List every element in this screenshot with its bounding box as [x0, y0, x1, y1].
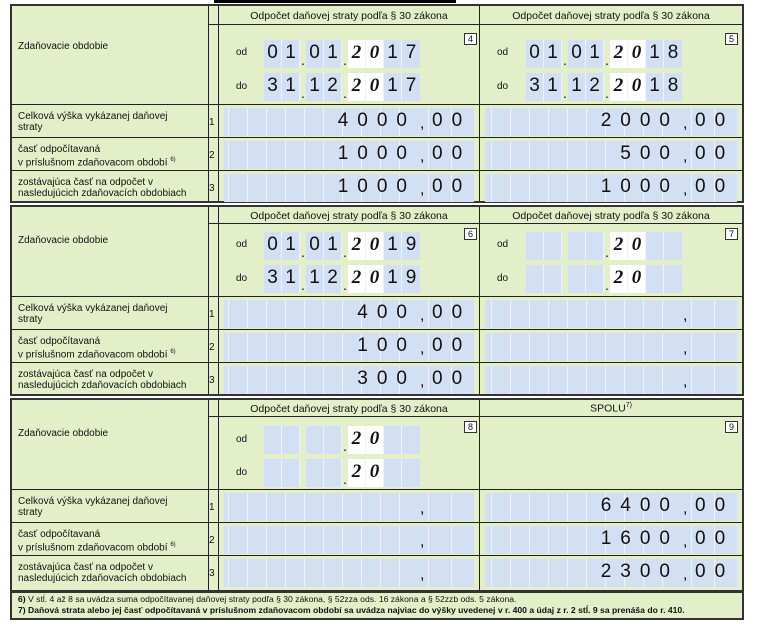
date-digit-cell: 2 [610, 40, 628, 68]
date-digit-cell: 0 [366, 265, 384, 293]
amount-integer: 1000 [600, 176, 679, 197]
date-separator: . [605, 277, 609, 293]
date-separator: . [605, 244, 609, 260]
row-number: 2 [209, 150, 215, 161]
column-header: Odpočet daňovej straty podľa § 30 zákona [250, 10, 448, 22]
period-label: Zdaňovacie obdobie [18, 41, 109, 52]
date-digit-cell [586, 265, 604, 293]
date-digit-cell [306, 459, 324, 487]
date-separator: . [301, 52, 305, 68]
loss-label-line1: Celková výška vykázanej daňovej [18, 496, 168, 507]
date-digit-cell: 0 [264, 232, 282, 260]
date-separator: . [605, 85, 609, 101]
loss-label-line2: straty [18, 507, 43, 518]
decimal-comma: , [420, 340, 425, 357]
date-digit-cell [664, 265, 682, 293]
date-digit-cell: 2 [348, 232, 366, 260]
section-periods-2017-2018 [10, 4, 744, 203]
date-digit-cell [264, 459, 282, 487]
date-separator: . [563, 85, 567, 101]
amount-box [224, 108, 474, 136]
amount-integer: 4000 [337, 110, 416, 131]
date-digit-cell [646, 265, 664, 293]
amount-decimal: 00 [695, 528, 735, 549]
deduct-label-line1: časť odpočítavaná [18, 144, 101, 155]
amount-decimal: 00 [432, 335, 472, 356]
decimal-comma: , [683, 148, 688, 165]
date-digit-cell: 1 [646, 40, 664, 68]
to-label: do [497, 81, 509, 92]
date-digit-cell [384, 459, 402, 487]
column-number: 4 [464, 33, 477, 45]
date-digit-cell: 8 [664, 40, 682, 68]
column-number: 7 [725, 228, 738, 240]
date-digit-cell [324, 426, 342, 454]
date-separator: . [343, 244, 347, 260]
amount-integer: 100 [357, 335, 416, 356]
amount-box [224, 333, 474, 361]
column-number: 8 [464, 421, 477, 433]
amount-box [485, 108, 737, 136]
date-digit-cell: 0 [628, 40, 646, 68]
date-digit-cell: 9 [402, 232, 420, 260]
column-header: Odpočet daňovej straty podľa § 30 zákona [512, 10, 710, 22]
date-digit-cell: 0 [628, 232, 646, 260]
date-separator: . [301, 244, 305, 260]
date-digit-cell: 0 [366, 40, 384, 68]
amount-box [485, 300, 737, 328]
date-digit-cell [664, 232, 682, 260]
deduct-label-line2: v príslušnom zdaňovacom období $^{6)}$ [18, 349, 176, 361]
date-digit-cell: 2 [610, 73, 628, 101]
date-digit-cell: 1 [544, 40, 562, 68]
date-digit-cell: 0 [526, 40, 544, 68]
date-separator: . [343, 85, 347, 101]
date-digit-cell [384, 426, 402, 454]
date-digit-cell: 2 [324, 265, 342, 293]
decimal-comma: , [420, 181, 425, 198]
column-number: 9 [725, 421, 738, 433]
period-label: Zdaňovacie obdobie [18, 235, 109, 246]
amount-decimal: 00 [432, 176, 472, 197]
date-digit-cell: 1 [282, 73, 300, 101]
deduct-label-line1: časť odpočítavaná [18, 529, 101, 540]
date-digit-cell [568, 232, 586, 260]
date-digit-cell: 1 [384, 232, 402, 260]
date-digit-cell [306, 426, 324, 454]
deduct-label-line2: v príslušnom zdaňovacom období $^{6)}$ [18, 157, 176, 169]
footnotes [10, 592, 744, 620]
date-separator: . [605, 52, 609, 68]
date-digit-cell: 1 [324, 40, 342, 68]
date-digit-cell: 2 [348, 40, 366, 68]
date-digit-cell: 1 [282, 40, 300, 68]
decimal-comma: , [420, 566, 425, 583]
deduct-label-line2: v príslušnom zdaňovacom období $^{6)}$ [18, 542, 176, 554]
amount-integer: 2300 [600, 561, 679, 582]
date-digit-cell [568, 265, 586, 293]
decimal-comma: , [420, 500, 425, 517]
to-label: do [497, 273, 509, 284]
from-label: od [236, 239, 248, 250]
date-digit-cell: 1 [306, 73, 324, 101]
decimal-comma: , [683, 373, 688, 390]
row-number: 3 [209, 568, 215, 579]
amount-box [224, 366, 474, 394]
row-number: 3 [209, 375, 215, 386]
decimal-comma: , [683, 500, 688, 517]
date-digit-cell: 1 [568, 73, 586, 101]
date-digit-cell: 0 [628, 265, 646, 293]
row-number: 2 [209, 535, 215, 546]
from-label: od [236, 47, 248, 58]
decimal-comma: , [420, 148, 425, 165]
amount-box [224, 559, 474, 587]
amount-decimal: 00 [695, 176, 735, 197]
amount-integer: 6400 [600, 495, 679, 516]
decimal-comma: , [683, 181, 688, 198]
period-label: Zdaňovacie obdobie [18, 428, 109, 439]
date-digit-cell [264, 426, 282, 454]
section-period-8-total [10, 398, 744, 592]
amount-box [224, 174, 474, 202]
date-digit-cell: 1 [306, 265, 324, 293]
date-digit-cell: 2 [324, 73, 342, 101]
date-digit-cell [282, 459, 300, 487]
loss-label-line1: Celková výška vykázanej daňovej [18, 303, 168, 314]
amount-integer: 1000 [337, 176, 416, 197]
date-digit-cell [544, 232, 562, 260]
column-number: 5 [725, 33, 738, 45]
date-digit-cell: 1 [384, 265, 402, 293]
to-label: do [236, 273, 248, 284]
date-digit-cell: 7 [402, 40, 420, 68]
date-digit-cell [282, 426, 300, 454]
date-digit-cell: 1 [646, 73, 664, 101]
date-separator: . [343, 438, 347, 454]
date-digit-cell: 1 [324, 232, 342, 260]
date-digit-cell: 1 [282, 232, 300, 260]
amount-decimal: 00 [695, 561, 735, 582]
date-digit-cell: 9 [402, 265, 420, 293]
date-digit-cell: 1 [384, 40, 402, 68]
section-periods-2019 [10, 205, 744, 396]
to-label: do [236, 467, 248, 478]
date-digit-cell [526, 232, 544, 260]
amount-decimal: 00 [432, 368, 472, 389]
amount-integer: 2000 [600, 110, 679, 131]
amount-box [485, 559, 737, 587]
date-digit-cell: 2 [348, 426, 366, 454]
decimal-comma: , [420, 533, 425, 550]
row-number: 2 [209, 342, 215, 353]
amount-integer: 1000 [337, 143, 416, 164]
date-digit-cell [544, 265, 562, 293]
remain-label-line1: zostávajúca časť na odpočet v [18, 177, 153, 188]
amount-box [485, 493, 737, 521]
date-digit-cell: 2 [610, 232, 628, 260]
date-digit-cell: 0 [366, 459, 384, 487]
date-digit-cell [586, 232, 604, 260]
decimal-comma: , [420, 307, 425, 324]
row-number: 3 [209, 183, 215, 194]
decimal-comma: , [683, 115, 688, 132]
date-digit-cell: 0 [264, 40, 282, 68]
remain-label-line1: zostávajúca časť na odpočet v [18, 369, 153, 380]
column-header: Odpočet daňovej straty podľa § 30 zákona [250, 403, 448, 415]
deduct-label-line1: časť odpočítavaná [18, 336, 101, 347]
amount-box [485, 526, 737, 554]
from-label: od [497, 239, 509, 250]
date-separator: . [563, 52, 567, 68]
remain-label-line2: nasledujúcich zdaňovacích obdobiach [18, 380, 187, 391]
date-digit-cell: 0 [568, 40, 586, 68]
date-separator: . [343, 52, 347, 68]
decimal-comma: , [683, 307, 688, 324]
date-digit-cell: 3 [526, 73, 544, 101]
footnote-7: 7) Daňová strata alebo jej časť odpočítavaná v príslušnom zdaňovacom období sa uvádza najviac do výšky uvedenej v r. 400 a údaj z r. 2 stĺ. 9 sa prenáša do r. 410. [18, 605, 685, 615]
remain-label-line2: nasledujúcich zdaňovacích obdobiach [18, 188, 187, 199]
amount-decimal: 00 [695, 495, 735, 516]
date-digit-cell [526, 265, 544, 293]
decimal-comma: , [683, 533, 688, 550]
from-label: od [497, 47, 509, 58]
date-separator: . [301, 277, 305, 293]
column-header: Odpočet daňovej straty podľa § 30 zákona [512, 210, 710, 222]
loss-label-line1: Celková výška vykázanej daňovej [18, 111, 168, 122]
date-digit-cell: 7 [402, 73, 420, 101]
date-digit-cell: 2 [348, 265, 366, 293]
date-digit-cell: 3 [264, 73, 282, 101]
decimal-comma: , [420, 373, 425, 390]
column-number: 6 [464, 228, 477, 240]
date-digit-cell: 0 [366, 426, 384, 454]
date-digit-cell: 0 [306, 232, 324, 260]
date-digit-cell: 1 [384, 73, 402, 101]
from-label: od [236, 434, 248, 445]
date-digit-cell: 3 [264, 265, 282, 293]
amount-integer: 1600 [600, 528, 679, 549]
date-digit-cell: 0 [628, 73, 646, 101]
remain-label-line1: zostávajúca časť na odpočet v [18, 562, 153, 573]
date-digit-cell: 1 [586, 40, 604, 68]
date-separator: . [301, 85, 305, 101]
amount-box [224, 526, 474, 554]
amount-decimal: 00 [695, 110, 735, 131]
amount-box [485, 141, 737, 169]
date-digit-cell: 1 [282, 265, 300, 293]
date-digit-cell: 2 [586, 73, 604, 101]
row-number: 1 [209, 502, 215, 513]
amount-box [485, 333, 737, 361]
date-digit-cell: 8 [664, 73, 682, 101]
amount-decimal: 00 [432, 110, 472, 131]
date-digit-cell: 2 [610, 265, 628, 293]
header-rule [214, 0, 456, 3]
to-label: do [236, 81, 248, 92]
amount-box [485, 366, 737, 394]
date-digit-cell [646, 232, 664, 260]
amount-decimal: 00 [432, 143, 472, 164]
date-digit-cell: 2 [348, 73, 366, 101]
date-separator: . [343, 471, 347, 487]
amount-integer: 300 [357, 368, 416, 389]
date-digit-cell: 0 [366, 232, 384, 260]
amount-box [224, 300, 474, 328]
total-column-header: SPOLU$^{7)}$ [590, 402, 632, 415]
decimal-comma: , [420, 115, 425, 132]
date-digit-cell: 0 [366, 73, 384, 101]
date-digit-cell: 0 [306, 40, 324, 68]
date-digit-cell: 2 [348, 459, 366, 487]
row-number: 1 [209, 309, 215, 320]
remain-label-line2: nasledujúcich zdaňovacích obdobiach [18, 573, 187, 584]
row-number: 1 [209, 117, 215, 128]
date-digit-cell [402, 459, 420, 487]
loss-label-line2: straty [18, 122, 43, 133]
amount-box [485, 174, 737, 202]
loss-label-line2: straty [18, 314, 43, 325]
footnote-6: 6) V stĺ. 4 až 8 sa uvádza suma odpočítavanej daňovej straty podľa § 30 zákona, § 52zza ods. 16 zákona a § 52zzb ods. 5 zákona. [18, 594, 517, 604]
decimal-comma: , [683, 566, 688, 583]
date-digit-cell: 1 [544, 73, 562, 101]
date-digit-cell [324, 459, 342, 487]
date-digit-cell [402, 426, 420, 454]
amount-decimal: 00 [695, 143, 735, 164]
amount-integer: 400 [357, 302, 416, 323]
column-header: Odpočet daňovej straty podľa § 30 zákona [250, 210, 448, 222]
decimal-comma: , [683, 340, 688, 357]
date-separator: . [343, 277, 347, 293]
amount-box [224, 141, 474, 169]
amount-box [224, 493, 474, 521]
amount-integer: 500 [620, 143, 679, 164]
amount-decimal: 00 [432, 302, 472, 323]
